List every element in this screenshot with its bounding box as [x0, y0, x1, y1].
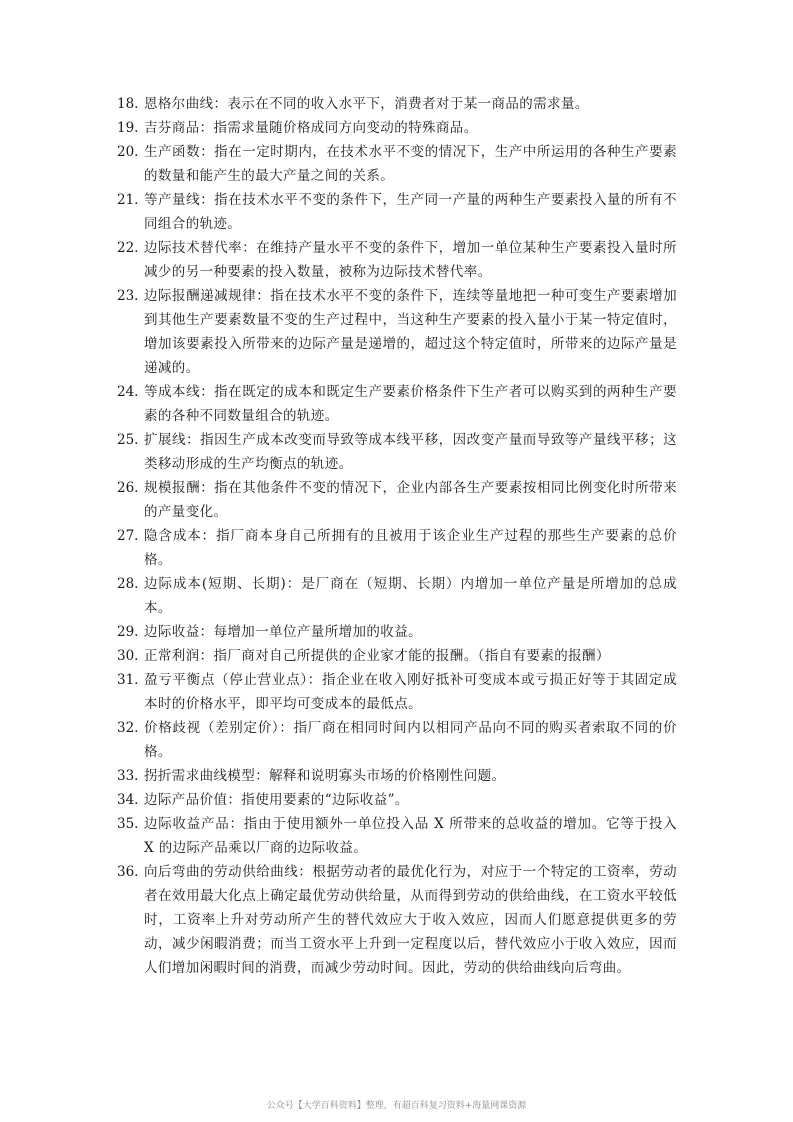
item-text: 盈亏平衡点（停止营业点）：指企业在收入刚好抵补可变成本或亏损正好等于其固定成本时的价格水平，即平均可变成本的最低点。 — [144, 672, 677, 712]
item-number: 21. — [117, 192, 139, 208]
item-number: 32. — [117, 720, 139, 736]
item-text: 拐折需求曲线模型：解释和说明寡头市场的价格刚性问题。 — [144, 768, 506, 784]
definition-item — [117, 92, 677, 116]
item-text: 等产量线：指在技术水平不变的条件下，生产同一产量的两种生产要素投入量的所有不同组合的轨迹。 — [144, 192, 677, 232]
definition-item — [117, 140, 677, 188]
item-text: 边际报酬递减规律：指在技术水平不变的条件下，连续等量地把一种可变生产要素增加到其他生产要素数量不变的生产过程中，当这种生产要素的投入量小于某一特定值时，增加该要素投入所带来的边际产量是递增的，超过这个特定值时，所带来的边际产量是递减的。 — [144, 288, 677, 376]
item-number: 23. — [117, 288, 139, 304]
definition-item — [117, 812, 677, 860]
item-number: 22. — [117, 240, 139, 256]
item-number: 36. — [117, 864, 139, 880]
item-text: 边际收益：每增加一单位产量所增加的收益。 — [144, 624, 422, 640]
definition-item — [117, 764, 677, 788]
item-number: 33. — [117, 768, 139, 784]
definition-item — [117, 428, 677, 476]
item-number: 24. — [117, 384, 139, 400]
item-text: 生产函数：指在一定时期内，在技术水平不变的情况下，生产中所运用的各种生产要素的数量和能产生的最大产量之间的关系。 — [144, 144, 677, 184]
definition-item — [117, 860, 677, 980]
item-text: 向后弯曲的劳动供给曲线：根据劳动者的最优化行为，对应于一个特定的工资率，劳动者在效用最大化点上确定最优劳动供给量，从而得到劳动的供给曲线，在工资水平较低时，工资率上升对劳动所产生的替代效应大于收入效应，因而人们愿意提供更多的劳动，减少闲暇消费；而当工资水平上升到一定程度以后，替代效应小于收入效应，因而人们增加闲暇时间的消费，而减少劳动时间。因此，劳动的供给曲线向后弯曲。 — [144, 864, 677, 976]
item-number: 30. — [117, 648, 139, 664]
item-text: 等成本线：指在既定的成本和既定生产要素价格条件下生产者可以购买到的两种生产要素的各种不同数量组合的轨迹。 — [144, 384, 677, 424]
item-number: 25. — [117, 432, 139, 448]
item-text: 边际成本(短期、长期)：是厂商在（短期、长期）内增加一单位产量是所增加的总成本。 — [144, 576, 677, 616]
item-text: 隐含成本：指厂商本身自己所拥有的且被用于该企业生产过程的那些生产要素的总价格。 — [144, 528, 677, 568]
item-number: 18. — [117, 96, 139, 112]
definition-item — [117, 716, 677, 764]
item-text: 吉芬商品：指需求量随价格成同方向变动的特殊商品。 — [144, 120, 478, 136]
item-number: 29. — [117, 624, 139, 640]
definition-item — [117, 524, 677, 572]
item-text: 边际收益产品：指由于使用额外一单位投入品 X 所带来的总收益的增加。它等于投入 X 的边际产品乘以厂商的边际收益。 — [144, 816, 677, 856]
definition-item — [117, 572, 677, 620]
item-number: 35. — [117, 816, 139, 832]
definition-item — [117, 380, 677, 428]
item-text: 扩展线：指因生产成本改变而导致等成本线平移，因改变产量而导致等产量线平移；这类移动形成的生产均衡点的轨迹。 — [144, 432, 677, 472]
definition-item — [117, 476, 677, 524]
definition-item — [117, 236, 677, 284]
item-text: 边际产品价值：指使用要素的“边际收益”。 — [144, 792, 409, 808]
definition-item — [117, 284, 677, 380]
page-footer: 公众号【大学百科资料】整理，有超百科复习资料+海量网课资源 — [266, 1101, 527, 1111]
item-number: 20. — [117, 144, 139, 160]
item-text: 正常利润：指厂商对自己所提供的企业家才能的报酬。（指自有要素的报酬） — [144, 648, 610, 664]
item-number: 34. — [117, 792, 139, 808]
item-number: 27. — [117, 528, 139, 544]
item-number: 19. — [117, 120, 139, 136]
definition-item — [117, 188, 677, 236]
definition-item — [117, 620, 677, 644]
definition-item — [117, 668, 677, 716]
item-number: 28. — [117, 576, 139, 592]
definition-item — [117, 644, 677, 668]
definitions-list — [117, 92, 677, 980]
item-text: 规模报酬：指在其他条件不变的情况下，企业内部各生产要素按相同比例变化时所带来的产量变化。 — [144, 480, 677, 520]
item-text: 恩格尔曲线：表示在不同的收入水平下，消费者对于某一商品的需求量。 — [144, 96, 589, 112]
item-number: 26. — [117, 480, 139, 496]
item-text: 边际技术替代率：在维持产量水平不变的条件下，增加一单位某种生产要素投入量时所减少的另一种要素的投入数量，被称为边际技术替代率。 — [144, 240, 677, 280]
item-number: 31. — [117, 672, 139, 688]
item-text: 价格歧视（差别定价）：指厂商在相同时间内以相同产品向不同的购买者索取不同的价格。 — [144, 720, 677, 760]
definition-item — [117, 788, 677, 812]
definition-item — [117, 116, 677, 140]
